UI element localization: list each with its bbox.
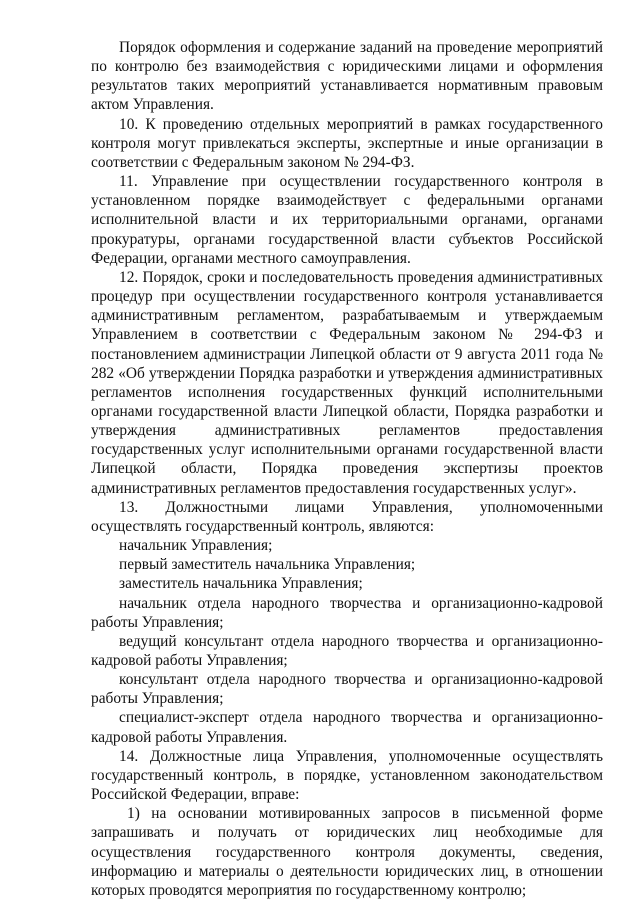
document-page [91,38,603,900]
paragraph-order-of-tasks: Порядок оформления и содержание заданий на проведение мероприятий по контролю без взаимодействия с юридическими лицами и оформления результатов таких мероприятий устанавливается нормативным правовым актом Управления. [91,39,603,114]
paragraph-12-procedures: 12. Порядок, сроки и последовательность проведения административных процедур при осуществлении государственного контроля устанавливается административным регламентом, разрабатываемым и утверждаемым Управлением в соответствии с Федеральным законом № 294-ФЗ и постановлением администрации Липецкой области от 9 августа 2011 года № 282 «Об утверждении Порядка разработки и утверждения административных регламентов исполнения государственных функций исполнительными органами государственной власти Липецкой области, Порядка разработки и утверждения административных регламентов предоставления государственных услуг исполнительными органами государственной власти Липецкой области, Порядка проведения экспертизы проектов административных регламентов предоставления государственных услуг». [91,268,603,497]
official-list-item: ведущий консультант отдела народного творчества и организационно-кадровой работы Управления; [91,632,603,669]
official-list-item: консультант отдела народного творчества и организационно-кадровой работы Управления; [91,671,603,708]
rights-subitem-1: 1) на основании мотивированных запросов в письменной форме запрашивать и получать от юридических лиц необходимые для осуществления государственного контроля документы, сведения, информацию и материалы о деятельности юридических лиц, в отношении которых проводятся мероприятия по государственному контролю; [91,805,603,899]
official-list-item: заместитель начальника Управления; [119,575,363,593]
paragraph-14-rights: 14. Должностные лица Управления, уполномоченные осуществлять государственный контроль, в порядке, установленном законодательством Российской Федерации, вправе: [91,747,603,804]
official-list-item: начальник Управления; [119,537,273,555]
paragraph-11-interaction: 11. Управление при осуществлении государственного контроля в установленном порядке взаимодействует с федеральными органами исполнительной власти и их территориальными органами, органами прокуратуры, органами государственной власти субъектов Российской Федерации, органами местного самоуправления. [91,173,603,267]
official-list-item: специалист-эксперт отдела народного творчества и организационно-кадровой работы Управления. [91,709,603,746]
official-list-item: начальник отдела народного творчества и организационно-кадровой работы Управления; [91,594,603,631]
official-list-item: первый заместитель начальника Управления; [119,556,416,574]
paragraph-10-experts: 10. К проведению отдельных мероприятий в рамках государственного контроля могут привлекаться эксперты, экспертные и иные организации в соответствии с Федеральным законом № 294-ФЗ. [91,115,603,171]
paragraph-13-officials: 13. Должностными лицами Управления, уполномоченными осуществлять государственный контроль, являются: [91,498,603,535]
